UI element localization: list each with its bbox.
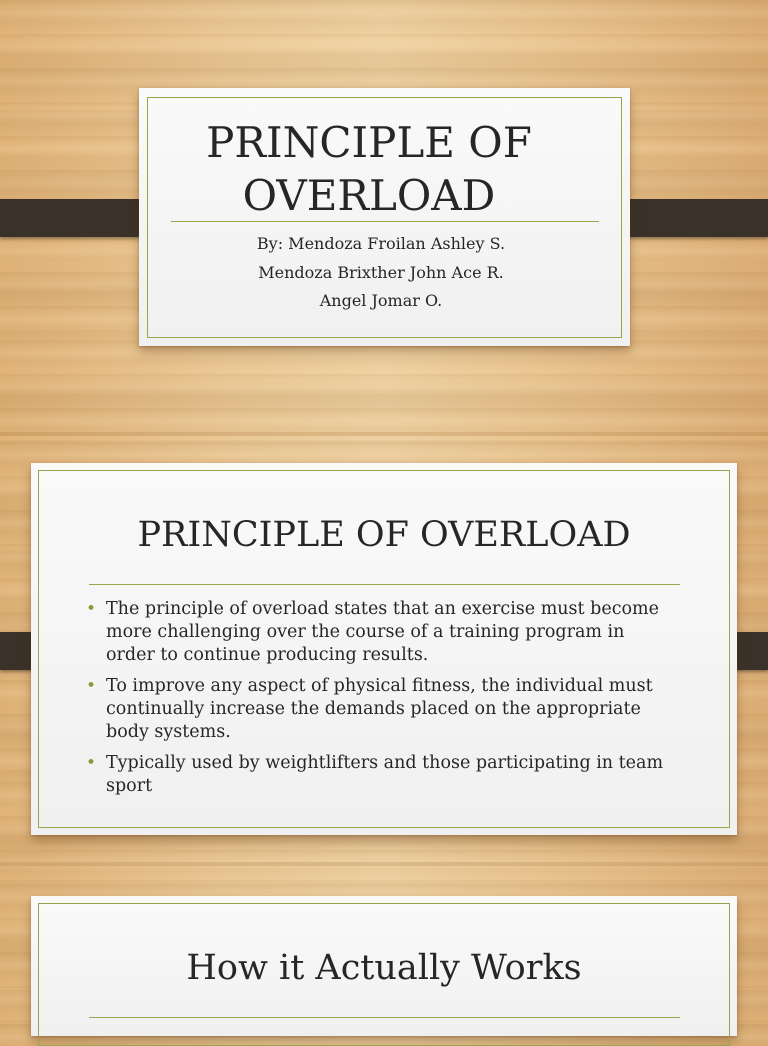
author-line: Angel Jomar O. [319,291,443,310]
author-line: Mendoza Brixther John Ace R. [258,262,504,282]
slide-title: How it Actually Works [186,948,582,988]
bullet-text: To improve any aspect of physical fitness, the individual must continually increase the demands placed on the appropriate body systems. [106,676,653,742]
title-divider [89,1017,680,1018]
slide-title [159,116,579,222]
title-divider [171,221,599,222]
list-item [86,675,676,744]
title-divider [89,584,680,585]
author-list [179,230,583,316]
list-item [86,752,676,798]
author-line: By: Mendoza Froilan Ashley S. [256,234,506,253]
bullet-dot-icon: • [86,676,97,696]
bullet-dot-icon: • [86,599,97,619]
content-slide[interactable] [31,463,737,835]
title-line-1: PRINCIPLE OF [206,118,532,167]
title-slide[interactable] [139,88,630,346]
bullet-text: The principle of overload states that an exercise must become more challenging over the course of a training program in order to continue producing results. [106,599,659,665]
bullet-list [86,598,676,806]
content-slide[interactable] [31,896,737,1036]
slide-strap-left [0,199,155,237]
slide-strap-right [613,199,768,237]
list-item [86,598,676,667]
wood-seam [0,862,768,866]
wood-seam [0,432,768,436]
bullet-dot-icon: • [86,753,97,773]
slide-title: PRINCIPLE OF OVERLOAD [137,515,631,555]
title-line-2: OVERLOAD [242,171,496,220]
bullet-text: Typically used by weightlifters and those participating in team sport [106,753,664,796]
